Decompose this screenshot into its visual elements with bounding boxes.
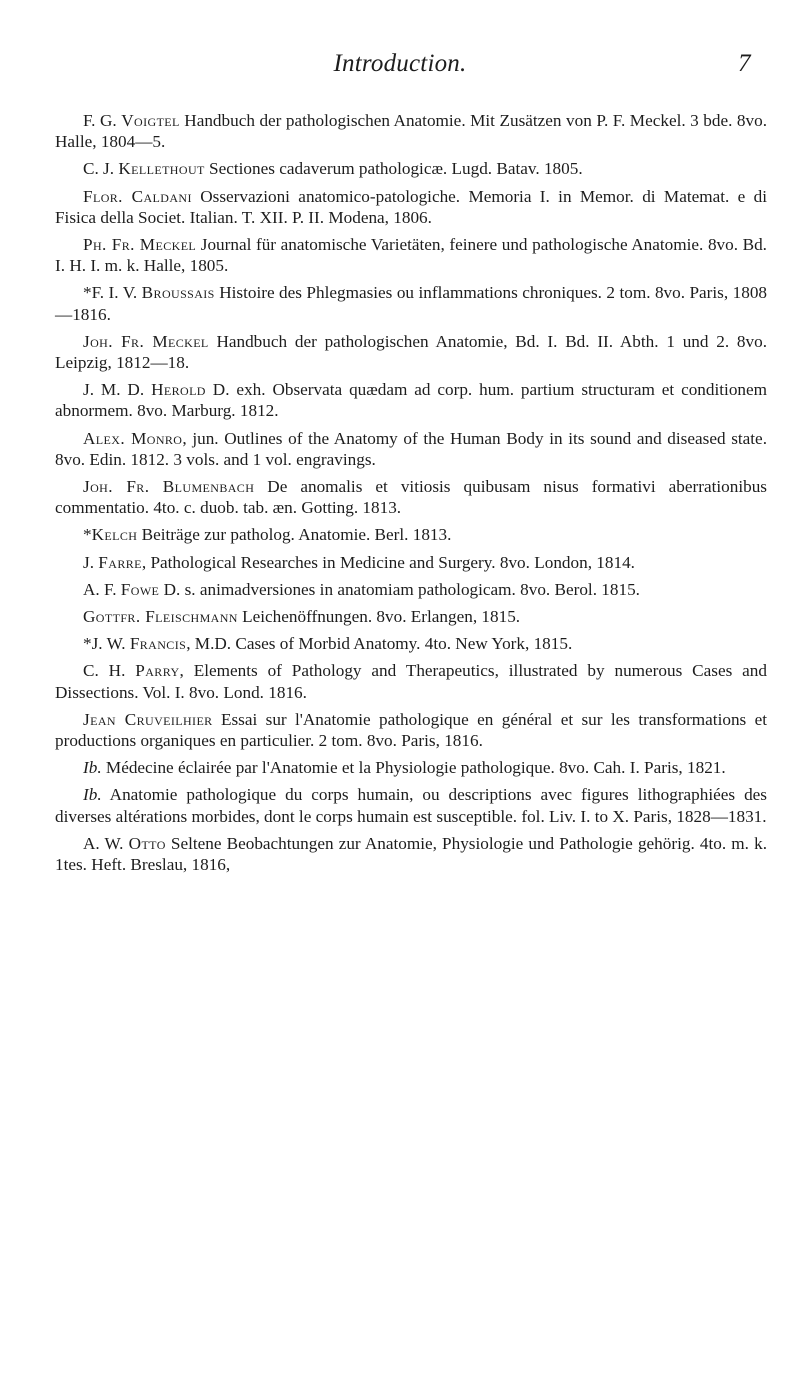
page-number: 7 bbox=[738, 50, 751, 77]
bibliography-entry: A. F. Fowe D. s. animadversiones in anatomiam pathologicam. 8vo. Berol. 1815. bbox=[83, 579, 640, 599]
bibliography-list bbox=[55, 110, 767, 881]
bibliography-entry: *F. I. V. Broussais Histoire des Phlegmasies ou inflammations chroniques. 2 tom. 8vo. Paris, 1808—1816. bbox=[55, 283, 768, 324]
bibliography-entry: Jean Cruveilhier Essai sur l'Anatomie pathologique en général et sur les transformations et productions organiques en particulier. 2 tom. 8vo. Paris, 1816. bbox=[55, 709, 768, 751]
bibliography-entry: Joh. Fr. Meckel Handbuch der pathologischen Anatomie, Bd. I. Bd. II. Abth. 1 und 2. 8vo. Leipzig, 1812—18. bbox=[55, 331, 767, 373]
bibliography-entry: Ib. Anatomie pathologique du corps humain, ou descriptions avec figures lithographiées des diverses altérations morbides, dont le corps humain est susceptible. fol. Liv. I. to X. Paris, 1828—1831. bbox=[55, 785, 767, 826]
bibliography-entry: J. Farre, Pathological Researches in Medicine and Surgery. 8vo. London, 1814. bbox=[83, 552, 635, 572]
bibliography-entry: Ib. Médecine éclairée par l'Anatomie et la Physiologie pathologique. 8vo. Cah. I. Paris, 1821. bbox=[83, 758, 726, 778]
bibliography-entry: Ph. Fr. Meckel Journal für anatomische Varietäten, feinere und pathologische Anatomie. 8vo. Bd. I. H. I. m. k. Halle, 1805. bbox=[55, 235, 767, 276]
bibliography-entry: C. H. Parry, Elements of Pathology and Therapeutics, illustrated by numerous Cases and Dissections. Vol. I. 8vo. Lond. 1816. bbox=[55, 661, 767, 702]
bibliography-entry: *J. W. Francis, M.D. Cases of Morbid Anatomy. 4to. New York, 1815. bbox=[83, 634, 573, 654]
running-head: Introduction. bbox=[333, 50, 467, 77]
bibliography-entry: A. W. Otto Seltene Beobachtungen zur Anatomie, Physiologie und Pathologie gehörig. 4to. m. k. 1tes. Heft. Breslau, 1816, bbox=[55, 833, 768, 875]
bibliography-entry: Gottfr. Fleischmann Leichenöffnungen. 8vo. Erlangen, 1815. bbox=[83, 607, 521, 627]
bibliography-entry: J. M. D. Herold D. exh. Observata quædam ad corp. hum. partium structuram et conditionem abnormem. 8vo. Marburg. 1812. bbox=[55, 380, 767, 421]
bibliography-entry: C. J. Kellethout Sectiones cadaverum pathologicæ. Lugd. Batav. 1805. bbox=[83, 159, 583, 179]
bibliography-entry: Flor. Caldani Osservazioni anatomico-patologiche. Memoria I. in Memor. di Matemat. e di Fisica della Societ. Italian. T. XII. P. II. Modena, 1806. bbox=[55, 186, 768, 227]
bibliography-entry: *Kelch Beiträge zur patholog. Anatomie. Berl. 1813. bbox=[83, 525, 452, 545]
bibliography-entry: Alex. Monro, jun. Outlines of the Anatomy of the Human Body in its sound and diseased state. 8vo. Edin. 1812. 3 vols. and 1 vol. engravings. bbox=[55, 428, 767, 469]
bibliography-entry: Joh. Fr. Blumenbach De anomalis et vitiosis quibusam nisus formativi aberrationibus commentatio. 4to. c. duob. tab. æn. Gotting. 1813. bbox=[55, 477, 767, 518]
bibliography-entry: F. G. Voigtel Handbuch der pathologischen Anatomie. Mit Zusätzen von P. F. Meckel. 3 bde. 8vo. Halle, 1804—5. bbox=[55, 111, 767, 152]
